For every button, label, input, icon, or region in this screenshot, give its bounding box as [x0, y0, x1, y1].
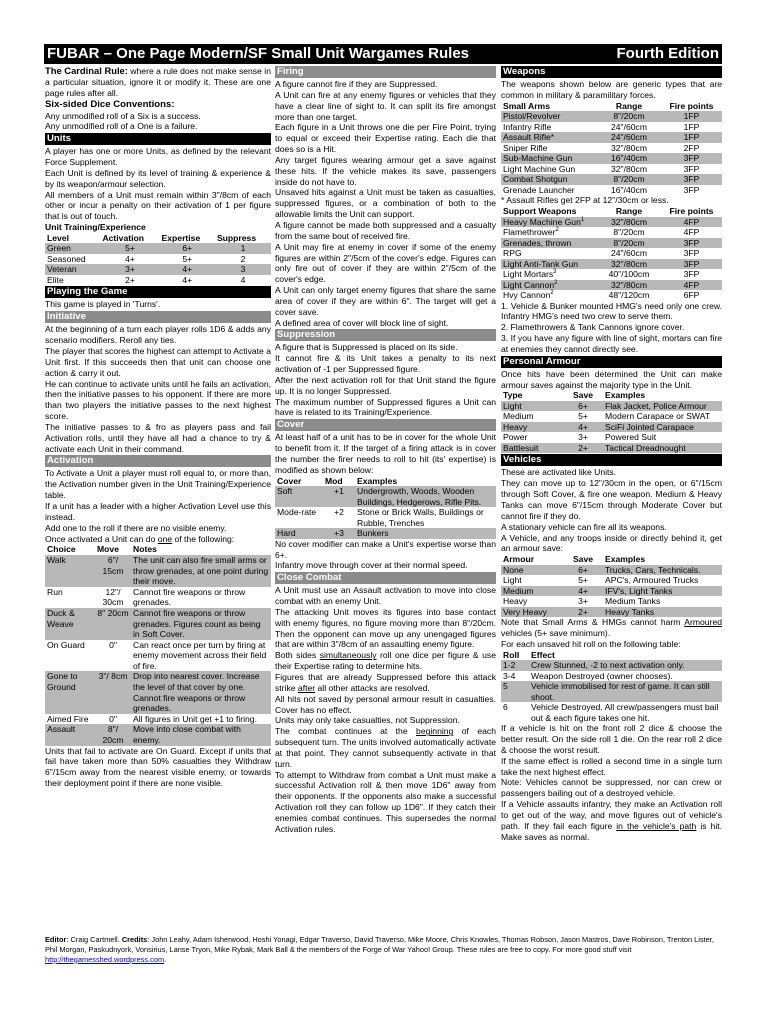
table-row: 3-4 Weapon Destroyed (owner chooses).	[503, 670, 673, 681]
table-row: Power 3+ Powered Suit	[503, 432, 657, 443]
title-bar	[44, 44, 722, 64]
table-row: Sub-Machine Gun 16"/40cm 3FP	[501, 153, 722, 164]
cover-text-1: At least half of a unit has to be in cover for the whole Unit to benefit from it. If the target of a firing attack is in cover the number the firer needs to roll to hit (its' expertise) is modified as shown below:	[275, 432, 496, 475]
close-combat-text-8: To attempt to Withdraw from combat a Unit must make a successful Activation roll & then move 1D6" away from their opponents. If the opponents also make a successful Activation roll they can follow up 1D6". If they catch their enemies combat continues. This supersedes the normal Activation rules.	[275, 769, 496, 834]
suppression-text-2: It cannot fire & its Unit takes a penalty to its next activation of -1 per Suppressed figure.	[275, 353, 496, 375]
table-row: Infantry Rifle 24"/60cm 1FP	[503, 121, 700, 132]
firing-text-1: A figure cannot fire if they are Suppressed.	[275, 79, 438, 89]
close-combat-text-2: The attacking Unit moves its figures into base contact with enemy figures, no figure moving more than 8"/20cm. Then the opponent can move up any unengaged figures that are within 3"/8cm of an assaulting enemy figure.	[275, 606, 496, 650]
suppression-text-3: After the next activation roll for that Unit stand the figure up. It is no longer Suppressed.	[275, 374, 496, 396]
table-row: Light 5+ APC's, Armoured Trucks	[503, 575, 699, 586]
close-combat-text-5: All hits not saved by personal armour result in casualties. Cover has no effect.	[275, 693, 496, 715]
vehicles-text-4: A Vehicle, and any troops inside or directly behind it, get an armour save:	[501, 532, 722, 554]
close-combat-text-3: Both sides simultaneously roll one dice per figure & use their Expertise rating to determine hits.	[275, 650, 496, 672]
personal-armour-intro: Once hits have been determined the Unit can make armour saves against the majority type in the Unit.	[501, 368, 722, 390]
table-row: Combat Shotgun 8"/20cm 3FP	[501, 174, 722, 185]
table-row: Pistol/Revolver 8"/20cm 1FP	[501, 111, 722, 122]
vehicles-text-7: If a vehicle is hit on the front roll 2 dice & choose the better result. On the side roll 1 die. On the rear roll 2 dice & choose the worst result.	[501, 723, 722, 755]
close-combat-text-1: A Unit must use an Assault activation to move into close combat with an enemy Unit.	[275, 585, 496, 607]
table-row: None 6+ Trucks, Cars, Technicals.	[501, 565, 722, 576]
dice-rule-1: Any unmodified roll of a Six is a success.	[45, 110, 201, 121]
initiative-text-2: The player that scores the highest can attempt to Activate a Unit first. If this succeeds then that unit can choose one action & carry it out.	[45, 346, 271, 378]
weapons-intro: The weapons shown below are generic types that are common in military & paramilitary forces.	[501, 79, 722, 100]
table-row: Hard +3 Bunkers	[275, 528, 496, 539]
playing-text: This game is played in 'Turns'.	[45, 299, 161, 310]
support-weapons-table: Support Weapons Range Fire points Heavy Machine Gun$^1$ 32"/80cm 4FP Flamethrower$^2$ 8"/20cm 4FP Grenades, thrown 8"/20cm 3FP RPG 24"/60cm 3FP Light Anti-Tank Gun 32"/80cm 3FP Light Mortars$^3$ 40"/100cm 3FP Light Cannon$^2$ 32"/80cm 4FP Hvy Cannon$^2$ 48"/120cm 6FP	[501, 206, 722, 301]
activation-text-2: If a unit has a leader with a higher Activation Level use this instead.	[45, 500, 271, 522]
firing-text-7: A Unit may fire at enemy in cover if some of the enemy figures are within 2"/5cm of the cover's edge. Figures can only fire out of cover if they are within 2"/5cm of the cover's edge.	[275, 241, 496, 285]
firing-text-6: A figure cannot be made both suppressed and a casualty from the same bout of received fire.	[275, 219, 496, 241]
table-row: Grenades, thrown 8"/20cm 3FP	[501, 238, 722, 249]
column-2	[275, 66, 496, 835]
table-row: Gone to Ground 3"/ 8cm Drop into nearest cover. Increase the level of that cover by one. Cannot fire weapons or throw grenades.	[45, 671, 271, 713]
vehicles-text-2: They can move up to 12"/30cm in the open, or 6"/15cm through Soft Cover, & fire one weapon. Medium & Heavy Tanks can move 6"/15cm through Moderate Cover but cannot fire if they do.	[501, 478, 722, 521]
units-text-3: All members of a Unit must remain within 3"/8cm of each other or incur a penalty on their activation of 1 per figure that is out of touch.	[45, 189, 271, 222]
vehicles-text-10: If a Vehicle assaults infantry, they make an Activation roll to get out of the way, and move figures out of vehicle's path. If they fail each figure in the vehicle's path is hit. Make saves as normal.	[501, 799, 723, 842]
page-title: FUBAR – One Page Modern/SF Small Unit Wargames Rules	[47, 45, 470, 62]
cover-text-2: No cover modifier can make a Unit's expertise worse than 6+.	[275, 538, 496, 560]
website-link[interactable]: http://thegamesshed.wordpress.com	[45, 954, 165, 964]
table-row: Light Anti-Tank Gun 32"/80cm 3FP	[501, 259, 722, 270]
dice-heading: Six-sided Dice Conventions:	[45, 98, 175, 110]
units-text-2: Each Unit is defined by its level of training & experience & by its weapon/armour selection.	[45, 167, 271, 189]
cardinal-rule: The Cardinal Rule: where a rule does not make sense in a particular situation, ignore it or modify it. These are one page rules after all.	[45, 65, 271, 98]
firing-text-4: Any target figures wearing armour get a save against these hits. If the vehicle makes its save, passengers inside do not have to.	[275, 154, 496, 187]
table-row: 6 Vehicle Destroyed. All crew/passengers must bail out & each figure takes one hit.	[503, 702, 719, 723]
table-row: Flamethrower$^2$ 8"/20cm 4FP	[503, 227, 700, 238]
table-row: Elite 2+ 4+ 4	[47, 274, 246, 285]
weapons-note-3: 3. If you have any figure with line of sight, mortars can fire at enemies they cannot directly see.	[501, 333, 722, 354]
activation-text-3: Add one to the roll if there are no visible enemy.	[45, 522, 227, 533]
initiative-text-3: He can continue to activate units until he fails an activation, then the initiative passes to his opponent. If there are more than two players the initiative passes to the next highest score.	[45, 378, 271, 422]
vehicles-text-5: Note that Small Arms & HMGs cannot harm Armoured vehicles (5+ save minimum).	[501, 617, 722, 639]
vehicle-armour-table: Armour Save Examples None 6+ Trucks, Cars, Technicals. Light 5+ APC's, Armoured Trucks Medium 4+ IFV's, Light Tanks Heavy 3+ Medium Tanks Very Heavy 2+ Heavy Tanks	[501, 554, 722, 617]
table-row: Duck & Weave 8" 20cm Cannot fire weapons or throw grenades. Figures count as being in Soft Cover.	[45, 608, 271, 640]
weapons-note-2: 2. Flamethrowers & Tank Cannons ignore cover.	[501, 322, 685, 333]
table-row: Soft +1 Undergrowth, Woods, Wooden Buildings, Hedgerows, Rifle Pits.	[275, 486, 496, 507]
table-row: Sniper Rifle 32"/80cm 2FP	[503, 142, 700, 153]
table-row: Veteran 3+ 4+ 3	[45, 264, 271, 275]
table-row: Hvy Cannon$^2$ 48"/120cm 6FP	[503, 290, 700, 301]
suppression-text-1: A figure that is Suppressed is placed on its side.	[275, 342, 458, 353]
firing-text-9: A defined area of cover will block line of sight.	[275, 317, 449, 328]
table-row: Assault 8"/ 20cm Move into close combat with enemy.	[45, 724, 271, 745]
close-combat-text-6: Units may only take casualties, not Suppression.	[275, 715, 460, 726]
table-row: Mode-rate +2 Stone or Brick Walls, Buildings or Rubble, Trenches	[277, 507, 484, 528]
units-heading: Units	[45, 133, 271, 145]
table-row: 5 Vehicle immobilised for rest of game. It can still shoot.	[501, 681, 722, 702]
initiative-text-4: The initiative passes to & fro as players pass and fail Activation rolls, until they have all had a chance to try & activate each Unit in their command.	[45, 421, 271, 454]
vehicles-text-6: For each unsaved hit roll on the following table:	[501, 638, 681, 649]
table-row: On Guard 0" Can react once per turn by firing at enemy movement across their field of fire.	[47, 639, 267, 671]
weapons-heading: Weapons	[501, 66, 722, 78]
table-row: Heavy Machine Gun$^1$ 32"/80cm 4FP	[501, 217, 722, 228]
activation-text-4: Once activated a Unit can do one of the following:	[45, 533, 235, 544]
activation-fail-text: Units that fail to activate are On Guard. Except if units that fail have taken more than 50% casualties they Withdraw 6"/15cm away from the nearest visible enemy, or towards their deployment point if there are none visible.	[45, 745, 271, 789]
playing-heading: Playing the Game	[45, 286, 271, 298]
units-text-1: A player has one or more Units, as defined by the relevant Force Supplement.	[45, 146, 271, 168]
table-row: Grenade Launcher 16"/40cm 3FP	[503, 184, 700, 195]
table-row: Medium 4+ IFV's, Light Tanks	[501, 586, 722, 597]
vehicle-hit-table: Roll Effect 1-2 Crew Stunned, -2 to next activation only. 3-4 Weapon Destroyed (owner chooses). 5 Vehicle immobilised for rest of game. It can still shoot. 6 Vehicle Destroyed. All crew/passengers must bail out & each figure takes one hit.	[501, 650, 722, 724]
activation-heading: Activation	[45, 455, 271, 467]
column-1	[45, 66, 271, 789]
firing-text-3: Each figure in a Unit throws one die per Fire Point, trying to equal or exceed their Expertise rating. Each die that does so is a Hit.	[275, 122, 496, 155]
table-row: Heavy 3+ Medium Tanks	[503, 596, 661, 607]
weapons-note-1: 1. Vehicle & Bunker mounted HMG's need only one crew. Infantry HMG's need two crew to serve them.	[501, 300, 722, 322]
firing-text-8: A Unit can only target enemy figures that share the same area of cover if they are within 6". The target will get a cover save.	[275, 285, 496, 317]
table-row: Medium 5+ Modern Carapace or SWAT	[503, 411, 711, 422]
table-row: Heavy 4+ SciFi Jointed Carapace	[501, 422, 722, 433]
table-row: Assault Rifle* 24"/60cm 1FP	[501, 132, 722, 143]
suppression-heading: Suppression	[275, 329, 496, 341]
table-row: RPG 24"/60cm 3FP	[503, 248, 700, 259]
assault-rifle-note: * Assault Rifles get 2FP at 12"/30cm or less.	[501, 195, 669, 206]
table-row: Battlesuit 2+ Tactical Dreadnought	[501, 443, 722, 454]
edition-label: Fourth Edition	[616, 45, 719, 62]
personal-armour-heading: Personal Armour	[501, 356, 722, 368]
vehicles-text-8: If the same effect is rolled a second time in a single turn take the next highest effect.	[501, 755, 722, 777]
close-combat-text-4: Figures that are already Suppressed before this attack strike after all other attacks are resolved.	[275, 671, 496, 693]
training-title: Unit Training/Experience	[45, 222, 146, 233]
initiative-heading: Initiative	[45, 311, 271, 323]
small-arms-table: Small Arms Range Fire points Pistol/Revolver 8"/20cm 1FP Infantry Rifle 24"/60cm 1FP Assault Rifle* 24"/60cm 1FP Sniper Rifle 32"/80cm 2FP Sub-Machine Gun 16"/40cm 3FP Light Machine Gun 32"/80cm 3FP Combat Shotgun 8"/20cm 3FP Grenade Launcher 16"/40cm 3FP	[501, 101, 722, 196]
firing-text-5: Unsaved hits against a Unit must be taken as casualties, suppressed figures, or a combination of both to the allowable limits the Unit can support.	[275, 187, 496, 220]
table-row: Walk 6"/ 15cm The unit can also fire small arms or throw grenades, at one point during their move.	[45, 555, 271, 587]
initiative-text-1: At the beginning of a turn each player rolls 1D6 & adds any scenario modifiers. Reroll any ties.	[45, 324, 271, 346]
column-3	[501, 66, 722, 843]
activation-table: Choice Move Notes Walk 6"/ 15cm The unit can also fire small arms or throw grenades, at one point during their move. Run 12"/ 30cm Cannot fire weapons or throw grenades. Duck & Weave 8" 20cm Cannot fire weapons or throw grenades. Figures count as being in Soft Cover. On Guard 0" Can react once per turn by firing at enemy movement across their field of fire. Gone to Ground 3"/ 8cm Drop into nearest cover. Increase the level of that cover by one. Cannot fire weapons or throw grenades. Aimed Fire 0" All figures in Unit get +1 to firing. Assault 8"/ 20cm Move into close combat with enemy.	[45, 544, 271, 745]
cover-table: Cover Mod Examples Soft +1 Undergrowth, Woods, Wooden Buildings, Hedgerows, Rifle Pits. Mode-rate +2 Stone or Brick Walls, Buildings or Rubble, Trenches Hard +3 Bunkers	[275, 476, 496, 539]
table-row: Light Cannon$^2$ 32"/80cm 4FP	[501, 280, 722, 291]
cover-text-3: Infantry move through cover at their normal speed.	[275, 560, 468, 571]
vehicles-text-3: A stationary vehicle can fire all its weapons.	[501, 521, 667, 532]
activation-text-1: To Activate a Unit a player must roll equal to, or more than, the Activation number given in the Unit Training/Experience table.	[45, 468, 271, 501]
firing-heading: Firing	[275, 66, 496, 78]
vehicles-text-1: These are activated like Units.	[501, 467, 617, 478]
table-row: 1-2 Crew Stunned, -2 to next activation only.	[501, 660, 722, 671]
credits-footer: Editor: Craig Cartmell. Credits: John Leahy, Adam Isherwood, Hoshi Yonagi, Edgar Traverso, David Traverso, Mike Moore, Chris Knowles, Thomas Robson, Jason Mastros, Dave Robinson, Trenton Lister, Phil Morgan, Paskudnyork, Vonsirius, Lanse Tryon, Mike Rybak, Mark Ball & the members of the Forge of War Yahoo! Group. These rules are free to copy. For more good stuff visit http://thegamesshed.wordpress.com.	[45, 935, 714, 964]
training-table: Level Activation Expertise Suppress Green 5+ 6+ 1 Seasoned 4+ 5+ 2 Veteran 3+ 4+ 3 Elite 2+ 4+ 4	[45, 233, 271, 286]
table-row: Light 6+ Flak Jacket, Police Armour	[501, 401, 722, 412]
close-combat-text-7: The combat continues at the beginning of each subsequent turn. The units involved automatically activate at that point. They cannot subsequently activate in that turn.	[275, 726, 496, 769]
table-row: Light Mortars$^3$ 40"/100cm 3FP	[503, 269, 700, 280]
table-row: Seasoned 4+ 5+ 2	[47, 253, 246, 264]
firing-text-2: A Unit can fire at any enemy figures or vehicles that they have a clear line of sight to. It can split its fire amongst more than one target.	[275, 89, 496, 122]
personal-armour-table: Type Save Examples Light 6+ Flak Jacket, Police Armour Medium 5+ Modern Carapace or SWAT Heavy 4+ SciFi Jointed Carapace Power 3+ Powered Suit Battlesuit 2+ Tactical Dreadnought	[501, 390, 722, 453]
suppression-text-4: The maximum number of Suppressed figures a Unit can have is related to its Training/Experience.	[275, 396, 496, 418]
dice-rule-2: Any unmodified roll of a One is a failure.	[45, 121, 198, 132]
vehicles-heading: Vehicles	[501, 454, 722, 466]
table-row: Light Machine Gun 32"/80cm 3FP	[503, 163, 700, 174]
table-row: Aimed Fire 0" All figures in Unit get +1 to firing.	[47, 713, 257, 724]
vehicles-text-9: Note: Vehicles cannot be suppressed, nor can crew or passengers bailing out of a destroyed vehicle.	[501, 777, 722, 799]
table-row: Very Heavy 2+ Heavy Tanks	[501, 607, 722, 618]
close-combat-heading: Close Combat	[275, 572, 496, 584]
table-row: Run 12"/ 30cm Cannot fire weapons or throw grenades.	[47, 586, 246, 608]
cover-heading: Cover	[275, 419, 496, 431]
table-row: Green 5+ 6+ 1	[45, 243, 271, 254]
